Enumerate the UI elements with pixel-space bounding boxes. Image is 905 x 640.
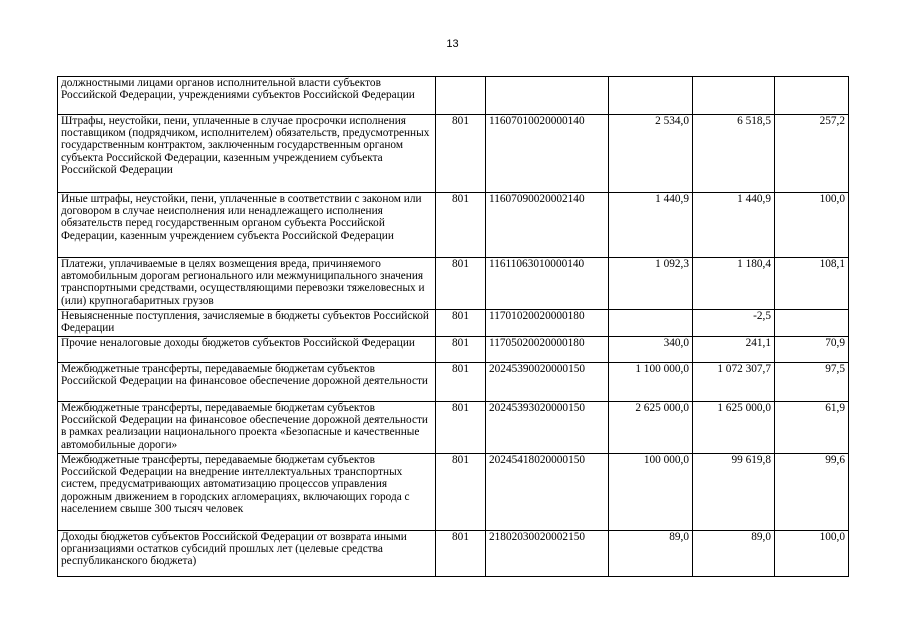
percent-value-cell: 97,5: [775, 363, 849, 402]
budget-code-cell: [486, 77, 609, 115]
fact-value-cell: 1 180,4: [693, 258, 775, 310]
admin-code-cell: 801: [436, 363, 486, 402]
budget-code-cell: 11701020020000180: [486, 310, 609, 337]
percent-value-cell: [775, 77, 849, 115]
admin-code-cell: 801: [436, 337, 486, 363]
admin-code-cell: 801: [436, 454, 486, 531]
table-row: [58, 115, 849, 193]
budget-code-cell: 11607090020002140: [486, 193, 609, 258]
revenue-name-cell: Межбюджетные трансферты, передаваемые бюджетам субъектов Российской Федерации на внедрение интеллектуальных транспортных систем, предусматривающих автоматизацию процессов управления дорожным движением в городских агломерациях, включающих города с населением свыше 300 тысяч человек: [58, 454, 436, 531]
fact-value-cell: 6 518,5: [693, 115, 775, 193]
budget-code-cell: 21802030020002150: [486, 531, 609, 577]
table-row: [58, 193, 849, 258]
percent-value-cell: 100,0: [775, 193, 849, 258]
fact-value-cell: 99 619,8: [693, 454, 775, 531]
percent-value-cell: 70,9: [775, 337, 849, 363]
budget-code-cell: 11705020020000180: [486, 337, 609, 363]
revenue-table-body: [58, 77, 849, 577]
admin-code-cell: 801: [436, 310, 486, 337]
revenue-name-cell: Межбюджетные трансферты, передаваемые бюджетам субъектов Российской Федерации на финансовое обеспечение дорожной деятельности: [58, 363, 436, 402]
fact-value-cell: -2,5: [693, 310, 775, 337]
table-row: [58, 337, 849, 363]
plan-value-cell: 1 100 000,0: [609, 363, 693, 402]
plan-value-cell: 1 092,3: [609, 258, 693, 310]
fact-value-cell: 241,1: [693, 337, 775, 363]
revenue-name-cell: Доходы бюджетов субъектов Российской Федерации от возврата иными организациями остатков субсидий прошлых лет (целевые средства республиканского бюджета): [58, 531, 436, 577]
revenue-name-cell: Прочие неналоговые доходы бюджетов субъектов Российской Федерации: [58, 337, 436, 363]
fact-value-cell: 1 625 000,0: [693, 402, 775, 454]
plan-value-cell: [609, 77, 693, 115]
fact-value-cell: 1 440,9: [693, 193, 775, 258]
table-row: [58, 77, 849, 115]
plan-value-cell: 2 534,0: [609, 115, 693, 193]
admin-code-cell: 801: [436, 258, 486, 310]
admin-code-cell: [436, 77, 486, 115]
plan-value-cell: 340,0: [609, 337, 693, 363]
table-row: [58, 310, 849, 337]
admin-code-cell: 801: [436, 115, 486, 193]
percent-value-cell: 257,2: [775, 115, 849, 193]
table-row: [58, 531, 849, 577]
table-row: [58, 363, 849, 402]
plan-value-cell: 1 440,9: [609, 193, 693, 258]
percent-value-cell: 61,9: [775, 402, 849, 454]
plan-value-cell: 2 625 000,0: [609, 402, 693, 454]
fact-value-cell: [693, 77, 775, 115]
plan-value-cell: 100 000,0: [609, 454, 693, 531]
fact-value-cell: 89,0: [693, 531, 775, 577]
revenue-table: [57, 76, 849, 577]
table-row: [58, 402, 849, 454]
budget-code-cell: 20245390020000150: [486, 363, 609, 402]
percent-value-cell: 100,0: [775, 531, 849, 577]
percent-value-cell: [775, 310, 849, 337]
plan-value-cell: 89,0: [609, 531, 693, 577]
budget-code-cell: 11607010020000140: [486, 115, 609, 193]
admin-code-cell: 801: [436, 531, 486, 577]
percent-value-cell: 108,1: [775, 258, 849, 310]
revenue-name-cell: Невыясненные поступления, зачисляемые в бюджеты субъектов Российской Федерации: [58, 310, 436, 337]
fact-value-cell: 1 072 307,7: [693, 363, 775, 402]
page-number: 13: [446, 38, 459, 50]
admin-code-cell: 801: [436, 402, 486, 454]
budget-code-cell: 20245418020000150: [486, 454, 609, 531]
table-row: [58, 454, 849, 531]
budget-code-cell: 11611063010000140: [486, 258, 609, 310]
admin-code-cell: 801: [436, 193, 486, 258]
percent-value-cell: 99,6: [775, 454, 849, 531]
revenue-name-cell: Штрафы, неустойки, пени, уплаченные в случае просрочки исполнения поставщиком (подрядчиком, исполнителем) обязательств, предусмотренных государственным контрактом, заключенным государственным органом субъекта Российской Федерации, казенным учреждением субъекта Российской Федерации: [58, 115, 436, 193]
revenue-name-cell: Платежи, уплачиваемые в целях возмещения вреда, причиняемого автомобильным дорогам регионального или межмуниципального значения транспортными средствами, осуществляющими перевозки тяжеловесных и (или) крупногабаритных грузов: [58, 258, 436, 310]
revenue-name-cell: должностными лицами органов исполнительной власти субъектов Российской Федерации, учреждениями субъектов Российской Федерации: [58, 77, 436, 115]
table-row: [58, 258, 849, 310]
plan-value-cell: [609, 310, 693, 337]
revenue-name-cell: Иные штрафы, неустойки, пени, уплаченные в соответствии с законом или договором в случае неисполнения или ненадлежащего исполнения обязательств перед государственным органом субъекта Российской Федерации, казенным учреждением субъекта Российской Федерации: [58, 193, 436, 258]
budget-code-cell: 20245393020000150: [486, 402, 609, 454]
revenue-name-cell: Межбюджетные трансферты, передаваемые бюджетам субъектов Российской Федерации на финансовое обеспечение дорожной деятельности в рамках реализации национального проекта «Безопасные и качественные автомобильные дороги»: [58, 402, 436, 454]
